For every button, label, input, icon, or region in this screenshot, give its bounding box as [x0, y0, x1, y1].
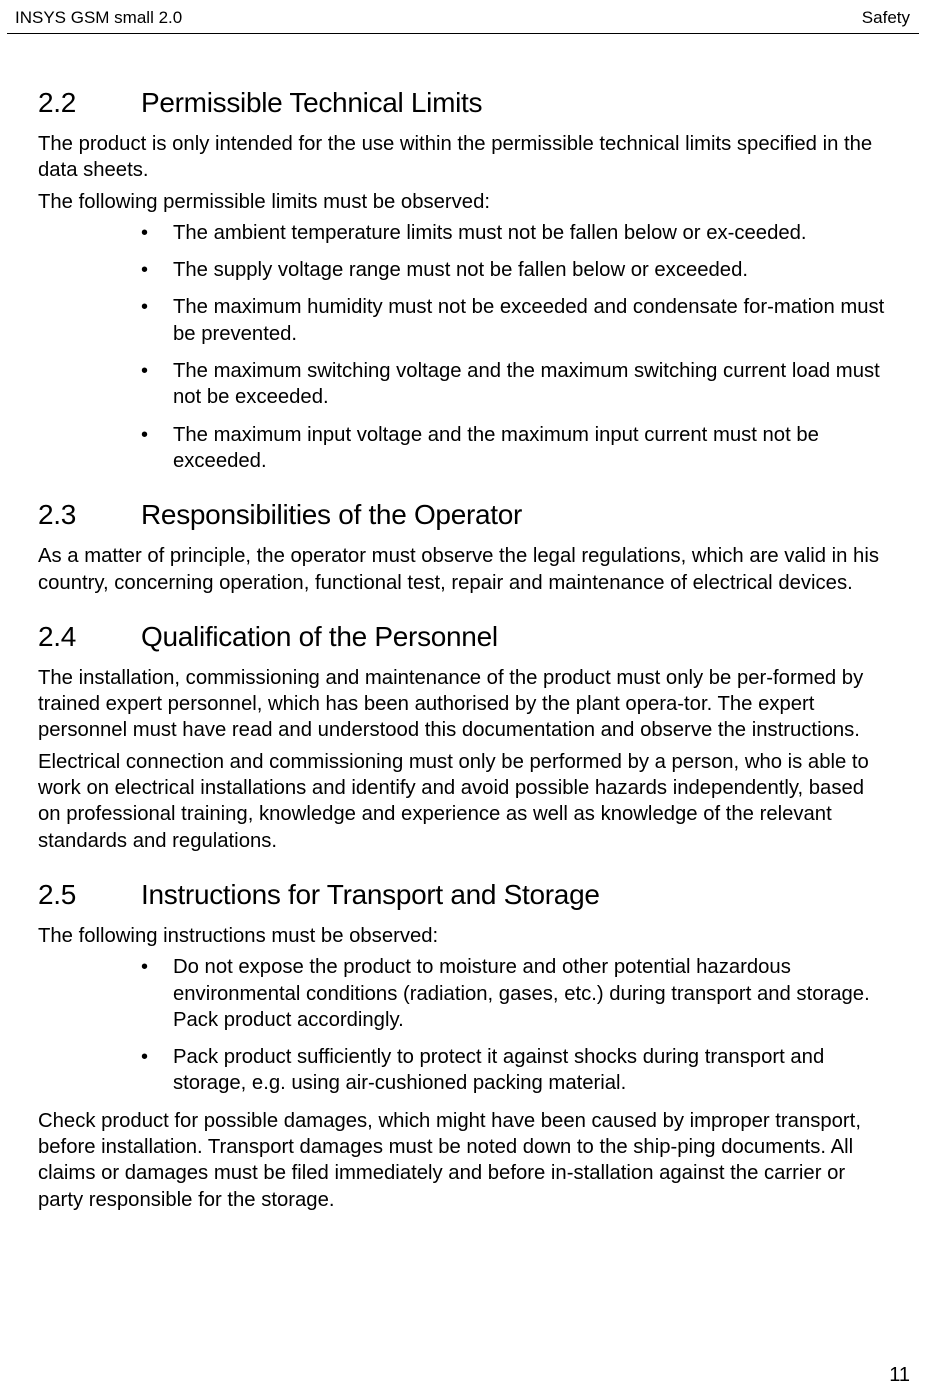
bullet-item [38, 257, 888, 283]
section-number: 2.2 [38, 87, 77, 118]
section-number: 2.4 [38, 620, 77, 652]
page-number: 11 [889, 1364, 910, 1386]
bullet-list [38, 220, 888, 474]
section-heading [38, 498, 888, 532]
paragraph: The following instructions must be observed: [38, 924, 439, 947]
bullet-list [38, 954, 888, 1096]
bullet-text: The ambient temperature limits must not be fallen below or ex-ceeded. [173, 221, 807, 244]
bullet-item [38, 294, 888, 347]
bullet-text: The maximum switching voltage and the maximum switching current load must not be exceeded. [173, 360, 880, 409]
section-personnel-qualification [38, 620, 888, 854]
bullet-item [38, 358, 888, 411]
bullet-icon: • [141, 1046, 149, 1069]
chapter-title: Safety [861, 8, 910, 27]
paragraph: The following permissible limits must be observed: [38, 190, 491, 213]
section-operator-responsibilities [38, 498, 888, 596]
section-heading [38, 878, 888, 912]
section-title: Permissible Technical Limits [141, 87, 483, 118]
section-number: 2.3 [38, 499, 77, 531]
bullet-icon: • [141, 221, 149, 244]
bullet-icon: • [141, 259, 149, 282]
section-heading [38, 620, 888, 654]
bullet-text: Do not expose the product to moisture and other potential hazardous environmental conditions (radiation, gases, etc.) during transport and storage. Pack product accordingly. [173, 956, 870, 1031]
section-title: Responsibilities of the Operator [141, 499, 523, 531]
page-header [7, 0, 919, 34]
bullet-item [38, 422, 888, 475]
bullet-text: The maximum humidity must not be exceeded and condensate for-mation must be prevented. [173, 296, 885, 345]
paragraph: The product is only intended for the use within the permissible technical limits specified in the data sheets. [38, 133, 873, 182]
section-title: Instructions for Transport and Storage [141, 878, 600, 910]
paragraph: The installation, commissioning and maintenance of the product must only be per-formed by trained expert personnel, which has been authorised by the plant opera-tor. The expert personnel must have read and understood this documentation and observe the instructions. [38, 666, 864, 742]
bullet-icon: • [141, 360, 149, 383]
bullet-item [38, 1044, 888, 1097]
paragraph: Electrical connection and commissioning must only be performed by a person, who is able to work on electrical installations and identify and avoid possible hazards independently, based on professional training, knowledge and experience as well as knowledge of the relevant standards and regulations. [38, 750, 869, 852]
section-title: Qualification of the Personnel [141, 620, 498, 652]
bullet-icon: • [141, 423, 149, 446]
page-content [38, 86, 888, 1218]
bullet-item [38, 954, 888, 1033]
section-transport-storage [38, 878, 888, 1213]
paragraph: As a matter of principle, the operator must observe the legal regulations, which are valid in his country, concerning operation, functional test, repair and maintenance of electrical devices. [38, 545, 879, 594]
section-permissible-limits [38, 86, 888, 474]
bullet-text: Pack product sufficiently to protect it against shocks during transport and storage, e.g. using air-cushioned packing material. [173, 1046, 825, 1095]
bullet-text: The maximum input voltage and the maximum input current must not be exceeded. [173, 423, 819, 472]
bullet-icon: • [141, 296, 149, 319]
paragraph: Check product for possible damages, which might have been caused by improper transport, before installation. Transport damages must be noted down to the ship-ping documents. All claims or damages must be filed immediately and before in-stallation against the carrier or party responsible for the storage. [38, 1109, 861, 1211]
document-title: INSYS GSM small 2.0 [15, 8, 183, 27]
bullet-icon: • [141, 956, 149, 979]
section-number: 2.5 [38, 878, 77, 910]
bullet-text: The supply voltage range must not be fallen below or exceeded. [173, 259, 748, 282]
section-heading [38, 86, 888, 120]
bullet-item [38, 220, 888, 246]
